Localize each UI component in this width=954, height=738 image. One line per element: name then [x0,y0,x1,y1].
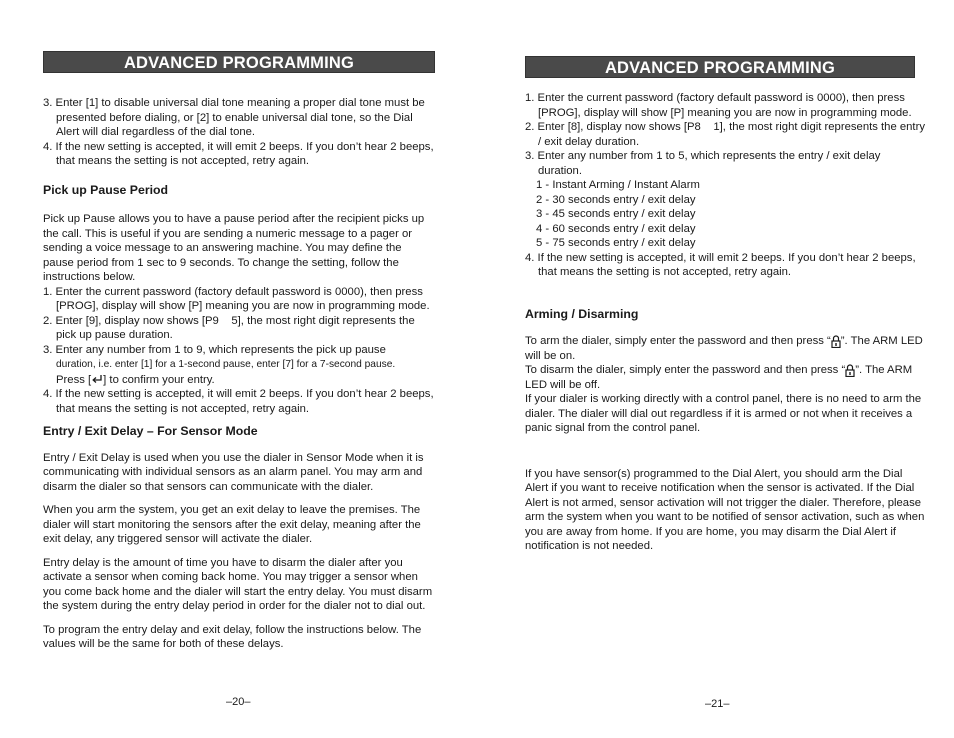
delay-option-1: 1 - Instant Arming / Instant Alarm [536,179,700,191]
pickup-step-4: 4. If the new setting is accepted, it will emit 2 beeps. If you don’t hear 2 beeps, that means the setting is not accepted, retry again. [43,388,434,415]
arm-text-pre: To arm the dialer, simply enter the password and then press “ [525,335,831,347]
arm-lock-icon [831,335,841,348]
pickup-step-3-line1: 3. Enter any number from 1 to 9, which represents the pick up pause [43,343,386,356]
disarm-instructions [525,363,925,392]
dial-tone-step-3: 3. Enter [1] to disable universal dial tone meaning a proper dial tone must be presented before dialing, or [2] to enable universal dial tone, so the Dial Alert will dial regardless of the dial tone. [43,97,425,138]
entry-exit-heading: Entry / Exit Delay – For Sensor Mode [43,424,258,438]
delay-option-4: 4 - 60 seconds entry / exit delay [536,222,696,235]
enter-key-icon [91,374,103,385]
delay-step-4: 4. If the new setting is accepted, it will emit 2 beeps. If you don’t hear 2 beeps, that means the setting is not accepted, retry again. [525,251,916,278]
right-page-header: ADVANCED PROGRAMMING [525,56,915,78]
arming-heading: Arming / Disarming [525,306,639,321]
disarm-text-pre: To disarm the dialer, simply enter the password and then press “ [525,364,846,376]
pickup-pause-intro: Pick up Pause allows you to have a pause period after the recipient picks up the call. This is useful if you are sending a numeric message to a pager or sending a voice message to an answering machine. You may define the pause period from 1 sec to 9 seconds. To change the setting, follow the instructions below. [43,213,425,283]
disarm-text-post: ”. The ARM LED will be off. [525,364,913,391]
dial-tone-step-4: 4. If the new setting is accepted, it will emit 2 beeps. If you don’t hear 2 beeps, that means the setting is not accepted, retry again. [43,140,434,167]
control-panel-para: If your dialer is working directly with a control panel, there is no need to arm the dialer. The dialer will dial out regardless if it is armed or not when it receives a panic signal from the control panel. [525,393,922,434]
left-page-body [43,96,435,652]
delay-option-3: 3 - 45 seconds entry / exit delay [536,208,696,220]
sensor-arming-para: If you have sensor(s) programmed to the Dial Alert, you should arm the Dial Alert if you want to receive notification when the sensor is activated. If the Dial Alert is not armed, sensor activation will not trigger the dialer. Therefore, please arm the system when you want to be notified of sensor activation, such as when you are away from home. If you are home, you may disarm the Dial Alert if notification is not needed. [525,467,925,552]
pickup-step-1: 1. Enter the current password (factory default password is 0000), then press [PROG], display will show [P] meaning you are now in programming mode. [43,285,430,312]
delay-option-2: 2 - 30 seconds entry / exit delay [536,193,696,206]
pickup-step-3-press: Press [ [56,373,92,386]
left-page-header: ADVANCED PROGRAMMING [43,51,435,73]
right-page-body [525,91,929,554]
delay-option-5: 5 - 75 seconds entry / exit delay [536,237,696,249]
delay-step-3: 3. Enter any number from 1 to 5, which represents the entry / exit delay duration. [525,150,881,177]
entry-exit-para-1: Entry / Exit Delay is used when you use the dialer in Sensor Mode when it is communicating with individual sensors as an alarm panel. You may arm and disarm the dialer so that sensors can communicate with the dialer. [43,451,424,493]
pickup-step-3-line2: duration, i.e. enter [1] for a 1-second pause, enter [7] for a 7-second pause. [56,359,396,370]
pickup-step-3 [43,343,435,388]
pickup-step-2: 2. Enter [9], display now shows [P9 5], the most right digit represents the pick up pause duration. [43,314,418,341]
disarm-lock-icon [845,364,855,377]
delay-step-2: 2. Enter [8], display now shows [P8 1], the most right digit represents the entry / exit delay duration. [525,121,929,148]
delay-step-1: 1. Enter the current password (factory default password is 0000), then press [PROG], display will show [P] meaning you are now in programming mode. [525,92,912,119]
right-page-number: –21– [705,698,730,710]
entry-exit-para-2: When you arm the system, you get an exit delay to leave the premises. The dialer will start monitoring the sensors after the exit delay, meaning after the exit delay, any triggered sensor will activate the dialer. [43,504,421,545]
arm-text-post: ”. The ARM LED will be on. [525,335,923,362]
pickup-step-3-confirm: ] to confirm your entry. [103,373,215,386]
pickup-pause-heading: Pick up Pause Period [43,182,169,197]
left-page-number: –20– [226,696,251,708]
entry-exit-para-3: Entry delay is the amount of time you have to disarm the dialer after you activate a sensor when coming back home. You may trigger a sensor when you come back home and the dialer will start the entry delay. You must disarm the system during the entry delay period in order for the dialer not to dial out. [43,556,433,612]
entry-exit-para-4: To program the entry delay and exit delay, follow the instructions below. The values will be the same for both of these delays. [43,623,422,650]
arm-instructions [525,334,925,363]
